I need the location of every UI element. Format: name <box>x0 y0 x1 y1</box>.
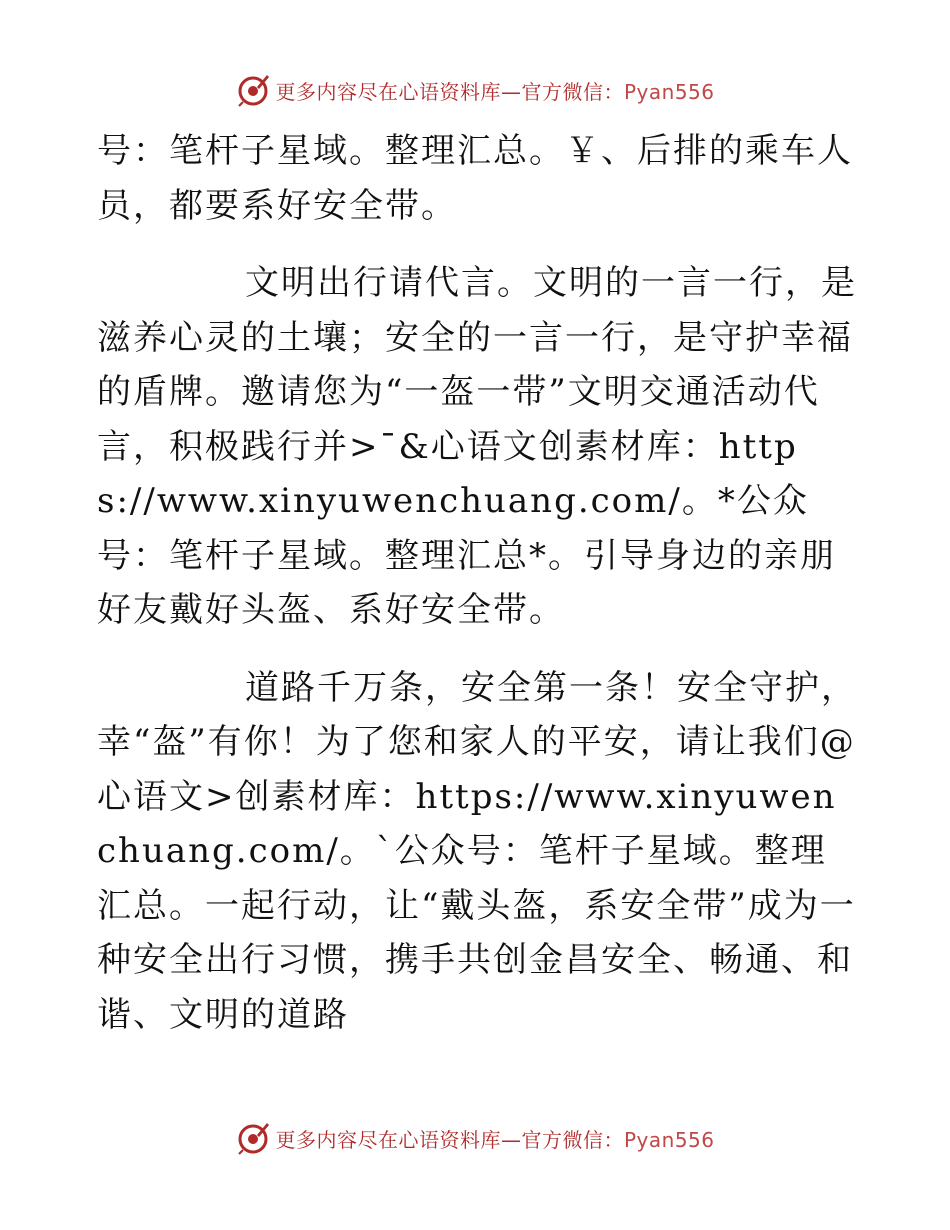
brush-logo-icon <box>235 1120 271 1156</box>
footer-banner <box>0 1118 950 1158</box>
footer-banner-handle: Pyan556 <box>623 1127 715 1152</box>
paragraph-1: 号：笔杆子星域。整理汇总。￥、后排的乘车人员，都要系好安全带。 <box>97 131 853 226</box>
paragraph-2: 文明出行请代言。文明的一言一行，是滋养心灵的土壤；安全的一言一行，是守护幸福的盾牌。邀请您为“一盔一带”文明交通活动代言，积极践行并>¯&心语文创素材库：https://www.xinyuwenchuang.com/。*公众号：笔杆子星域。整理汇总*。引导身边的亲朋好友戴好头盔、系好安全带。 <box>97 263 857 630</box>
header-banner-handle: Pyan556 <box>623 79 715 104</box>
header-banner <box>0 70 950 110</box>
brush-logo-icon <box>235 72 271 108</box>
header-banner-main: 更多内容尽在心语资料库—官方微信： <box>275 79 624 104</box>
footer-banner-text <box>275 1124 714 1153</box>
header-banner-text <box>275 76 714 105</box>
footer-banner-main: 更多内容尽在心语资料库—官方微信： <box>275 1127 624 1152</box>
paragraph-3: 道路千万条，安全第一条！安全守护，幸“盔”有你！为了您和家人的平安，请让我们@心语文>创素材库：https://www.xinyuwenchuang.com/。`公众号：笔杆子星域。整理汇总。一起行动，让“戴头盔，系安全带”成为一种安全出行习惯，携手共创金昌安全、畅通、和谐、文明的道路 <box>97 667 857 1035</box>
document-body <box>97 124 857 1042</box>
